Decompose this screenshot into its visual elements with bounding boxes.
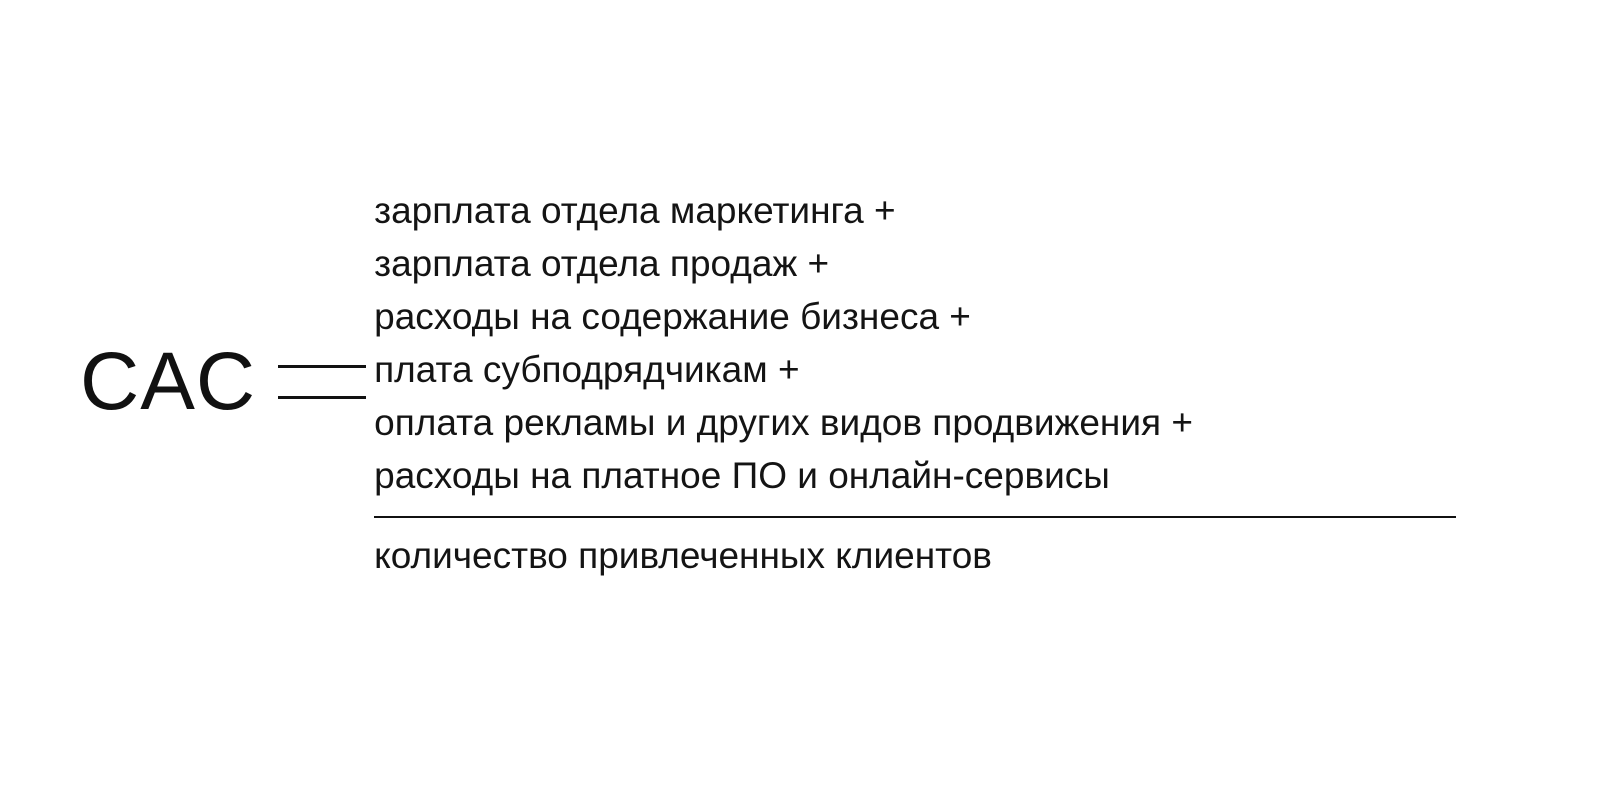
numerator-line: расходы на содержание бизнеса +: [374, 295, 971, 337]
equals-bar-bottom: [278, 396, 366, 399]
fraction: [374, 184, 1456, 580]
numerator-line: зарплата отдела продаж +: [374, 242, 830, 284]
formula-left-label: CAC: [80, 335, 257, 427]
formula-body: [80, 184, 1456, 580]
fraction-denominator: [374, 524, 992, 580]
numerator-line: расходы на платное ПО и онлайн-сервисы: [374, 454, 1110, 496]
equals-bar-top: [278, 365, 366, 368]
equals-sign-icon: [278, 365, 366, 399]
numerator-line: оплата рекламы и других видов продвижения +: [374, 401, 1193, 443]
denominator-line: количество привлеченных клиентов: [374, 534, 992, 576]
fraction-numerator: [374, 184, 1193, 512]
fraction-bar: [374, 516, 1456, 518]
numerator-line: зарплата отдела маркетинга +: [374, 189, 896, 231]
numerator-line: плата субподрядчикам +: [374, 348, 800, 390]
